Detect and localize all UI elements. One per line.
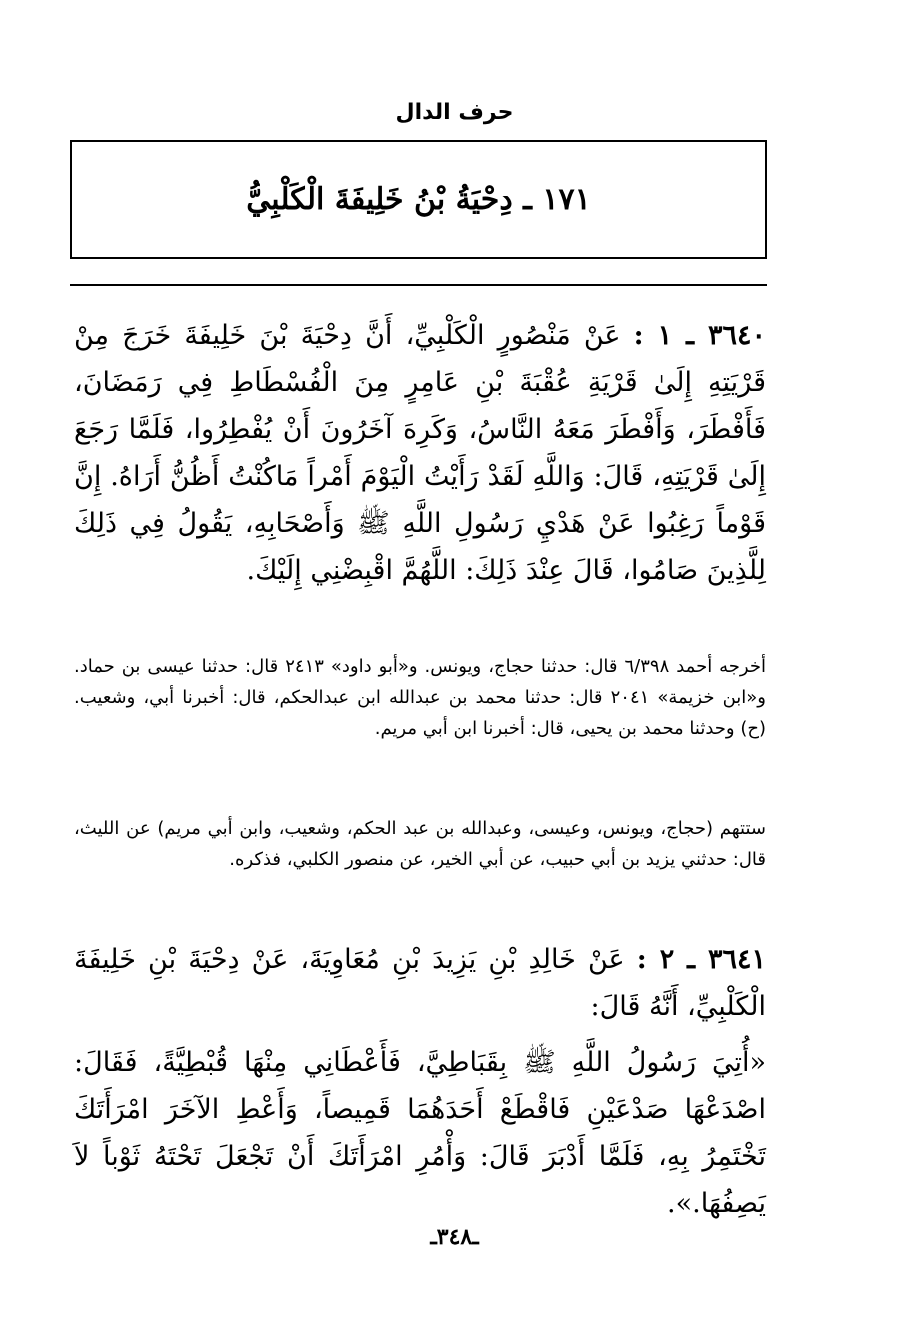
running-header: حرف الدال	[395, 100, 514, 125]
hadith-text: عَنْ خَالِدِ بْنِ يَزِيدَ بْنِ مُعَاوِيَةَ، عَنْ دِحْيَةَ بْنِ خَلِيفَةَ الْكَلْبِيِّ، أَنَّهُ قَالَ:	[74, 944, 766, 1022]
chapter-title-box	[70, 140, 767, 259]
horizontal-divider	[70, 284, 767, 286]
hadith-number: ٣٦٤١ ـ ٢ :	[636, 944, 766, 975]
chapter-title: ١٧١ ـ دِحْيَةُ بْنُ خَلِيفَةَ الْكَلْبِيُّ	[246, 181, 591, 217]
hadith-3640	[74, 312, 766, 594]
takhrij-note: ستتهم (حجاج، ويونس، وعيسى، وعبدالله بن عبد الحكم، وشعيب، وابن أبي مريم) عن الليث، قال: حدثني يزيد بن أبي حبيب، عن أبي الخير، عن منصور الكلبي، فذكره.	[74, 818, 766, 870]
hadith-quote: «أُتِيَ رَسُولُ اللَّهِ ﷺ بِقَبَاطِيَّ، فَأَعْطَانِي مِنْهَا قُبْطِيَّةً، فَقَالَ: اصْدَعْهَا صَدْعَيْنِ فَاقْطَعْ أَحَدَهُمَا قَمِيصاً، وَأَعْطِ الآخَرَ امْرَأَتَكَ تَخْتَمِرُ بِهِ، فَلَمَّا أَدْبَرَ قَالَ: وَأْمُرِ امْرَأَتَكَ أَنْ تَجْعَلَ تَحْتَهُ ثَوْباً لاَ يَصِفُهَا.».	[74, 1047, 766, 1219]
hadith-text: عَنْ مَنْصُورٍ الْكَلْبِيِّ، أَنَّ دِحْيَةَ بْنَ خَلِيفَةَ خَرَجَ مِنْ قَرْيَتِهِ إِلَىٰ قَرْيَةِ عُقْبَةَ بْنِ عَامِرٍ مِنَ الْفُسْطَاطِ فِي رَمَضَانَ، فَأَفْطَرَ، وَأَفْطَرَ مَعَهُ النَّاسُ، وَكَرِهَ آخَرُونَ أَنْ يُفْطِرُوا، فَلَمَّا رَجَعَ إِلَىٰ قَرْيَتِهِ، قَالَ: وَاللَّهِ لَقَدْ رَأَيْتُ الْيَوْمَ أَمْراً مَاكُنْتُ أَظُنُّ أَرَاهُ. إِنَّ قَوْماً رَغِبُوا عَنْ هَدْيِ رَسُولِ اللَّهِ ﷺ وَأَصْحَابِهِ، يَقُولُ فِي ذَلِكَ لِلَّذِينَ صَامُوا، قَالَ عِنْدَ ذَلِكَ: اللَّهُمَّ اقْبِضْنِي إِلَيْكَ.	[74, 320, 766, 586]
hadith-3641	[74, 936, 766, 1030]
hadith-number: ٣٦٤٠ ـ ١ :	[633, 320, 766, 351]
takhrij-note: أخرجه أحمد ٦/٣٩٨ قال: حدثنا حجاج، ويونس. و«أبو داود» ٢٤١٣ قال: حدثنا عيسى بن حماد. و«ابن خزيمة» ٢٠٤١ قال: حدثنا محمد بن عبدالله ابن عبدالحكم، قال: أخبرنا أبي، وشعيب. (ح) وحدثنا محمد بن يحيى، قال: أخبرنا ابن أبي مريم.	[74, 656, 766, 739]
page-number: ـ٣٤٨ـ	[430, 1224, 479, 1250]
